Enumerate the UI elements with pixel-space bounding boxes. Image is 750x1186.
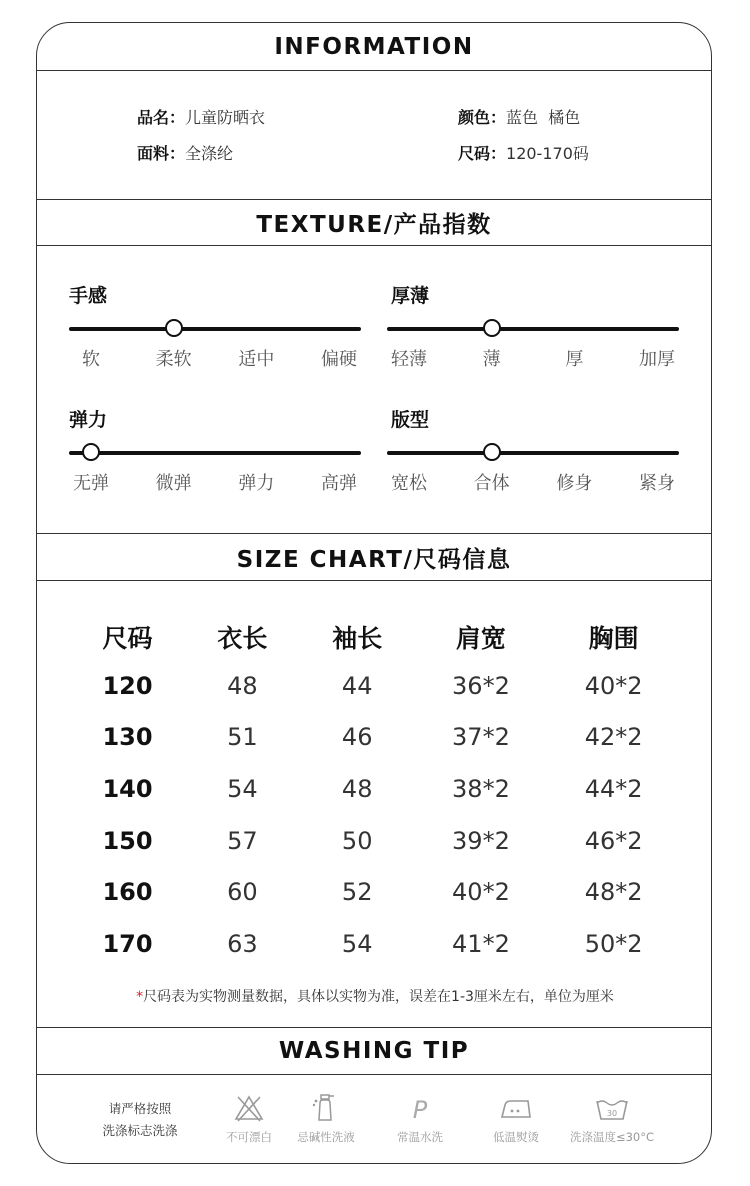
scale-option: 薄 xyxy=(482,349,501,370)
wash-label: 不可漂白 xyxy=(226,1130,272,1144)
length-cell: 60 xyxy=(227,878,258,907)
info-color-value: 蓝色 橘色 xyxy=(506,108,581,127)
detergent-bottle-icon xyxy=(310,1093,342,1123)
sleeve-cell: 44 xyxy=(341,671,373,700)
wash-label: 低温熨烫 xyxy=(493,1130,539,1144)
scale-option: 偏硬 xyxy=(321,349,357,370)
scale-option: 柔软 xyxy=(155,349,192,370)
table-row xyxy=(70,712,680,764)
texture-fit-scale xyxy=(387,442,679,464)
wash-30-icon xyxy=(594,1093,630,1123)
chest-cell: 42*2 xyxy=(584,723,643,752)
chest-cell: 50*2 xyxy=(584,929,643,958)
size-table-header-row xyxy=(70,614,680,660)
wash-item-detergent xyxy=(276,1093,376,1145)
texture-elasticity-title: 弹力 xyxy=(69,409,108,431)
info-name xyxy=(137,105,265,128)
scale-indicator xyxy=(483,319,501,337)
shoulder-cell: 36*2 xyxy=(452,671,510,700)
length-cell: 48 xyxy=(227,671,258,700)
scale-option: 无弹 xyxy=(73,473,109,494)
texture-thickness-options xyxy=(387,345,679,369)
info-fabric xyxy=(137,141,233,164)
texture-feel-title: 手感 xyxy=(69,285,108,307)
texture-feel-options xyxy=(69,345,361,369)
size-header-cell: 衣长 xyxy=(217,624,268,653)
note-star: * xyxy=(136,989,144,1005)
sleeve-cell: 52 xyxy=(341,878,373,907)
dry-clean-p-icon xyxy=(404,1093,436,1123)
wash-item-wash-temp xyxy=(562,1093,662,1145)
info-color xyxy=(458,105,580,128)
iron-low-icon xyxy=(498,1093,534,1123)
shoulder-cell: 39*2 xyxy=(452,826,510,855)
wash-temp-mark: 30 xyxy=(606,1109,618,1118)
shoulder-cell: 38*2 xyxy=(452,774,510,803)
size-header-cell: 尺码 xyxy=(102,624,153,653)
wash-label: 洗涤温度≤30°C xyxy=(569,1130,655,1144)
chest-cell: 46*2 xyxy=(584,826,643,855)
information-title: INFORMATION xyxy=(274,33,474,60)
chest-cell: 40*2 xyxy=(584,671,643,700)
size-cell: 170 xyxy=(102,929,153,958)
length-cell: 51 xyxy=(227,723,258,752)
scale-option: 弹力 xyxy=(238,473,275,494)
size-cell: 160 xyxy=(102,878,153,907)
scale-option: 软 xyxy=(82,349,100,370)
scale-track xyxy=(387,327,679,331)
chest-cell: 44*2 xyxy=(584,774,643,803)
size-table xyxy=(70,614,680,970)
size-cell: 150 xyxy=(102,826,153,855)
shoulder-cell: 40*2 xyxy=(452,878,510,907)
texture-feel-scale xyxy=(69,318,361,340)
info-name-label: 品名： xyxy=(137,108,186,127)
size-header-cell: 肩宽 xyxy=(455,624,506,653)
size-header-cell: 胸围 xyxy=(588,624,639,653)
size-cell: 130 xyxy=(102,723,153,752)
table-row xyxy=(70,815,680,867)
wash-intro-line2: 洗涤标志洗涤 xyxy=(102,1123,178,1138)
scale-track xyxy=(69,451,361,455)
dry-clean-mark: P xyxy=(412,1096,428,1123)
note-text: 尺码表为实物测量数据，具体以实物为准，误差在1-3厘米左右，单位为厘米 xyxy=(143,989,614,1005)
scale-option: 高弹 xyxy=(321,473,357,494)
size-cell: 120 xyxy=(102,671,153,700)
washing-header xyxy=(37,1027,711,1075)
sleeve-cell: 48 xyxy=(341,774,373,803)
size-chart-header xyxy=(37,533,711,581)
info-color-label: 颜色： xyxy=(458,108,507,127)
texture-title: TEXTURE/产品指数 xyxy=(256,212,492,238)
scale-indicator xyxy=(165,319,183,337)
sleeve-cell: 46 xyxy=(341,723,373,752)
texture-header xyxy=(37,199,711,246)
wash-item-iron xyxy=(466,1093,566,1145)
wash-item-normal-water xyxy=(370,1093,470,1145)
size-chart-title: SIZE CHART/尺码信息 xyxy=(236,546,512,573)
scale-indicator xyxy=(483,443,501,461)
texture-fit-title: 版型 xyxy=(391,409,430,431)
scale-option: 微弹 xyxy=(155,473,192,494)
info-fabric-value: 全涤纶 xyxy=(185,144,234,163)
scale-option: 合体 xyxy=(473,473,510,494)
info-size-value: 120-170码 xyxy=(506,144,589,163)
no-bleach-icon xyxy=(233,1093,265,1123)
texture-fit-options xyxy=(387,469,679,493)
shoulder-cell: 37*2 xyxy=(452,723,510,752)
scale-track xyxy=(387,451,679,455)
scale-option: 轻薄 xyxy=(391,349,427,370)
wash-label: 常温水洗 xyxy=(397,1130,443,1144)
washing-title: WASHING TIP xyxy=(278,1038,470,1064)
size-note xyxy=(0,986,750,1006)
info-name-value: 儿童防晒衣 xyxy=(185,108,266,127)
wash-label: 忌碱性洗液 xyxy=(297,1130,355,1144)
texture-thickness-title: 厚薄 xyxy=(391,285,430,307)
information-header xyxy=(37,23,711,71)
shoulder-cell: 41*2 xyxy=(452,929,510,958)
table-row xyxy=(70,918,680,970)
length-cell: 57 xyxy=(227,826,258,855)
table-row xyxy=(70,660,680,712)
length-cell: 63 xyxy=(227,929,258,958)
scale-track xyxy=(69,327,361,331)
length-cell: 54 xyxy=(227,774,258,803)
texture-thickness-scale xyxy=(387,318,679,340)
wash-intro-line1: 请严格按照 xyxy=(108,1101,172,1116)
sleeve-cell: 54 xyxy=(341,929,373,958)
scale-option: 厚 xyxy=(565,349,584,370)
scale-option: 宽松 xyxy=(391,473,427,494)
scale-option: 紧身 xyxy=(639,473,675,494)
size-cell: 140 xyxy=(102,774,153,803)
table-row xyxy=(70,866,680,918)
table-row xyxy=(70,763,680,815)
scale-option: 修身 xyxy=(556,473,593,494)
chest-cell: 48*2 xyxy=(584,878,643,907)
size-header-cell: 袖长 xyxy=(332,624,383,653)
scale-option: 加厚 xyxy=(639,349,675,370)
info-size-label: 尺码： xyxy=(458,144,507,163)
info-fabric-label: 面料： xyxy=(137,144,186,163)
texture-elasticity-scale xyxy=(69,442,361,464)
scale-indicator xyxy=(82,443,100,461)
info-size xyxy=(458,141,589,164)
sleeve-cell: 50 xyxy=(341,826,373,855)
texture-elasticity-options xyxy=(69,469,361,493)
scale-option: 适中 xyxy=(238,349,275,370)
wash-intro xyxy=(100,1098,180,1142)
